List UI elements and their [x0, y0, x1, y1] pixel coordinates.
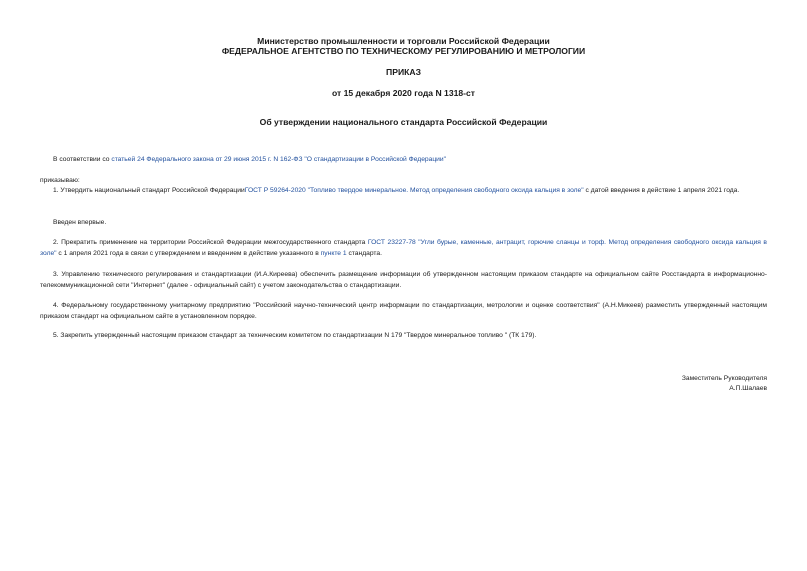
item-1-prefix: 1. Утвердить национальный стандарт Российской Федерации — [53, 187, 245, 194]
order-word: приказываю: — [40, 177, 80, 184]
gost-23227-link[interactable]: ГОСТ 23227-78 "Угли бурые, каменные, антрацит, горючие сланцы и торф. Метод определения свободного оксида кальция в золе" — [40, 239, 767, 257]
agency-name: ФЕДЕРАЛЬНОЕ АГЕНТСТВО ПО ТЕХНИЧЕСКОМУ РЕГУЛИРОВАНИЮ И МЕТРОЛОГИИ — [221, 46, 586, 56]
item-1 — [40, 186, 767, 197]
item-3: 3. Управлению технического регулирования и стандартизации (И.А.Киреева) обеспечить размещение информации об утвержденном настоящим приказом стандарте на официальном сайте Росстандарта в информационно-телекоммуникационной сети "Интернет" (далее - официальный сайт) с учетом законодательства о стандартизации. — [40, 271, 767, 289]
item-1-ref-link[interactable]: пункте 1 — [320, 249, 347, 257]
item-1-suffix: с датой введения в действие 1 апреля 2021 года. — [583, 187, 740, 194]
document-type: ПРИКАЗ — [386, 67, 421, 77]
signatory-name: А.П.Шалаев — [729, 385, 767, 392]
law-link[interactable]: статьей 24 Федерального закона от 29 июня 2015 г. N 162-ФЗ "О стандартизации в Российской Федерации" — [111, 156, 447, 163]
item-1-note: Введен впервые. — [53, 219, 107, 226]
item-5: 5. Закрепить утвержденный настоящим приказом стандарт за техническим комитетом по стандартизации N 179 "Твердое минеральное топливо " (ТК 179). — [53, 332, 537, 339]
document-date-number: от 15 декабря 2020 года N 1318-ст — [331, 88, 476, 98]
document-title: Об утверждении национального стандарта Российской Федерации — [259, 117, 548, 127]
item-2 — [40, 238, 767, 259]
gost-r-59264-link[interactable]: ГОСТ Р 59264-2020 "Топливо твердое минеральное. Метод определения свободного оксида кальция в золе" — [244, 187, 584, 194]
item-2-suffix: стандарта. — [346, 249, 382, 257]
item-4: 4. Федеральному государственному унитарному предприятию "Российский научно-технический центр информации по стандартизации, метрологии и оценке соответствия" (А.Н.Микеев) разместить утвержденный настоящим приказом стандарт на официальном сайте в установленном порядке. — [40, 302, 767, 320]
ministry-name: Министерство промышленности и торговли Российской Федерации — [257, 36, 550, 46]
signatory-position: Заместитель Руководителя — [681, 375, 767, 382]
preamble — [40, 155, 767, 166]
preamble-prefix: В соответствии со — [53, 156, 112, 163]
item-2-prefix: 2. Прекратить применение на территории Российской Федерации межгосударственного стандарта — [53, 239, 368, 246]
item-2-middle: с 1 апреля 2021 года в связи с утверждением и введением в действие указанного в — [56, 249, 321, 257]
